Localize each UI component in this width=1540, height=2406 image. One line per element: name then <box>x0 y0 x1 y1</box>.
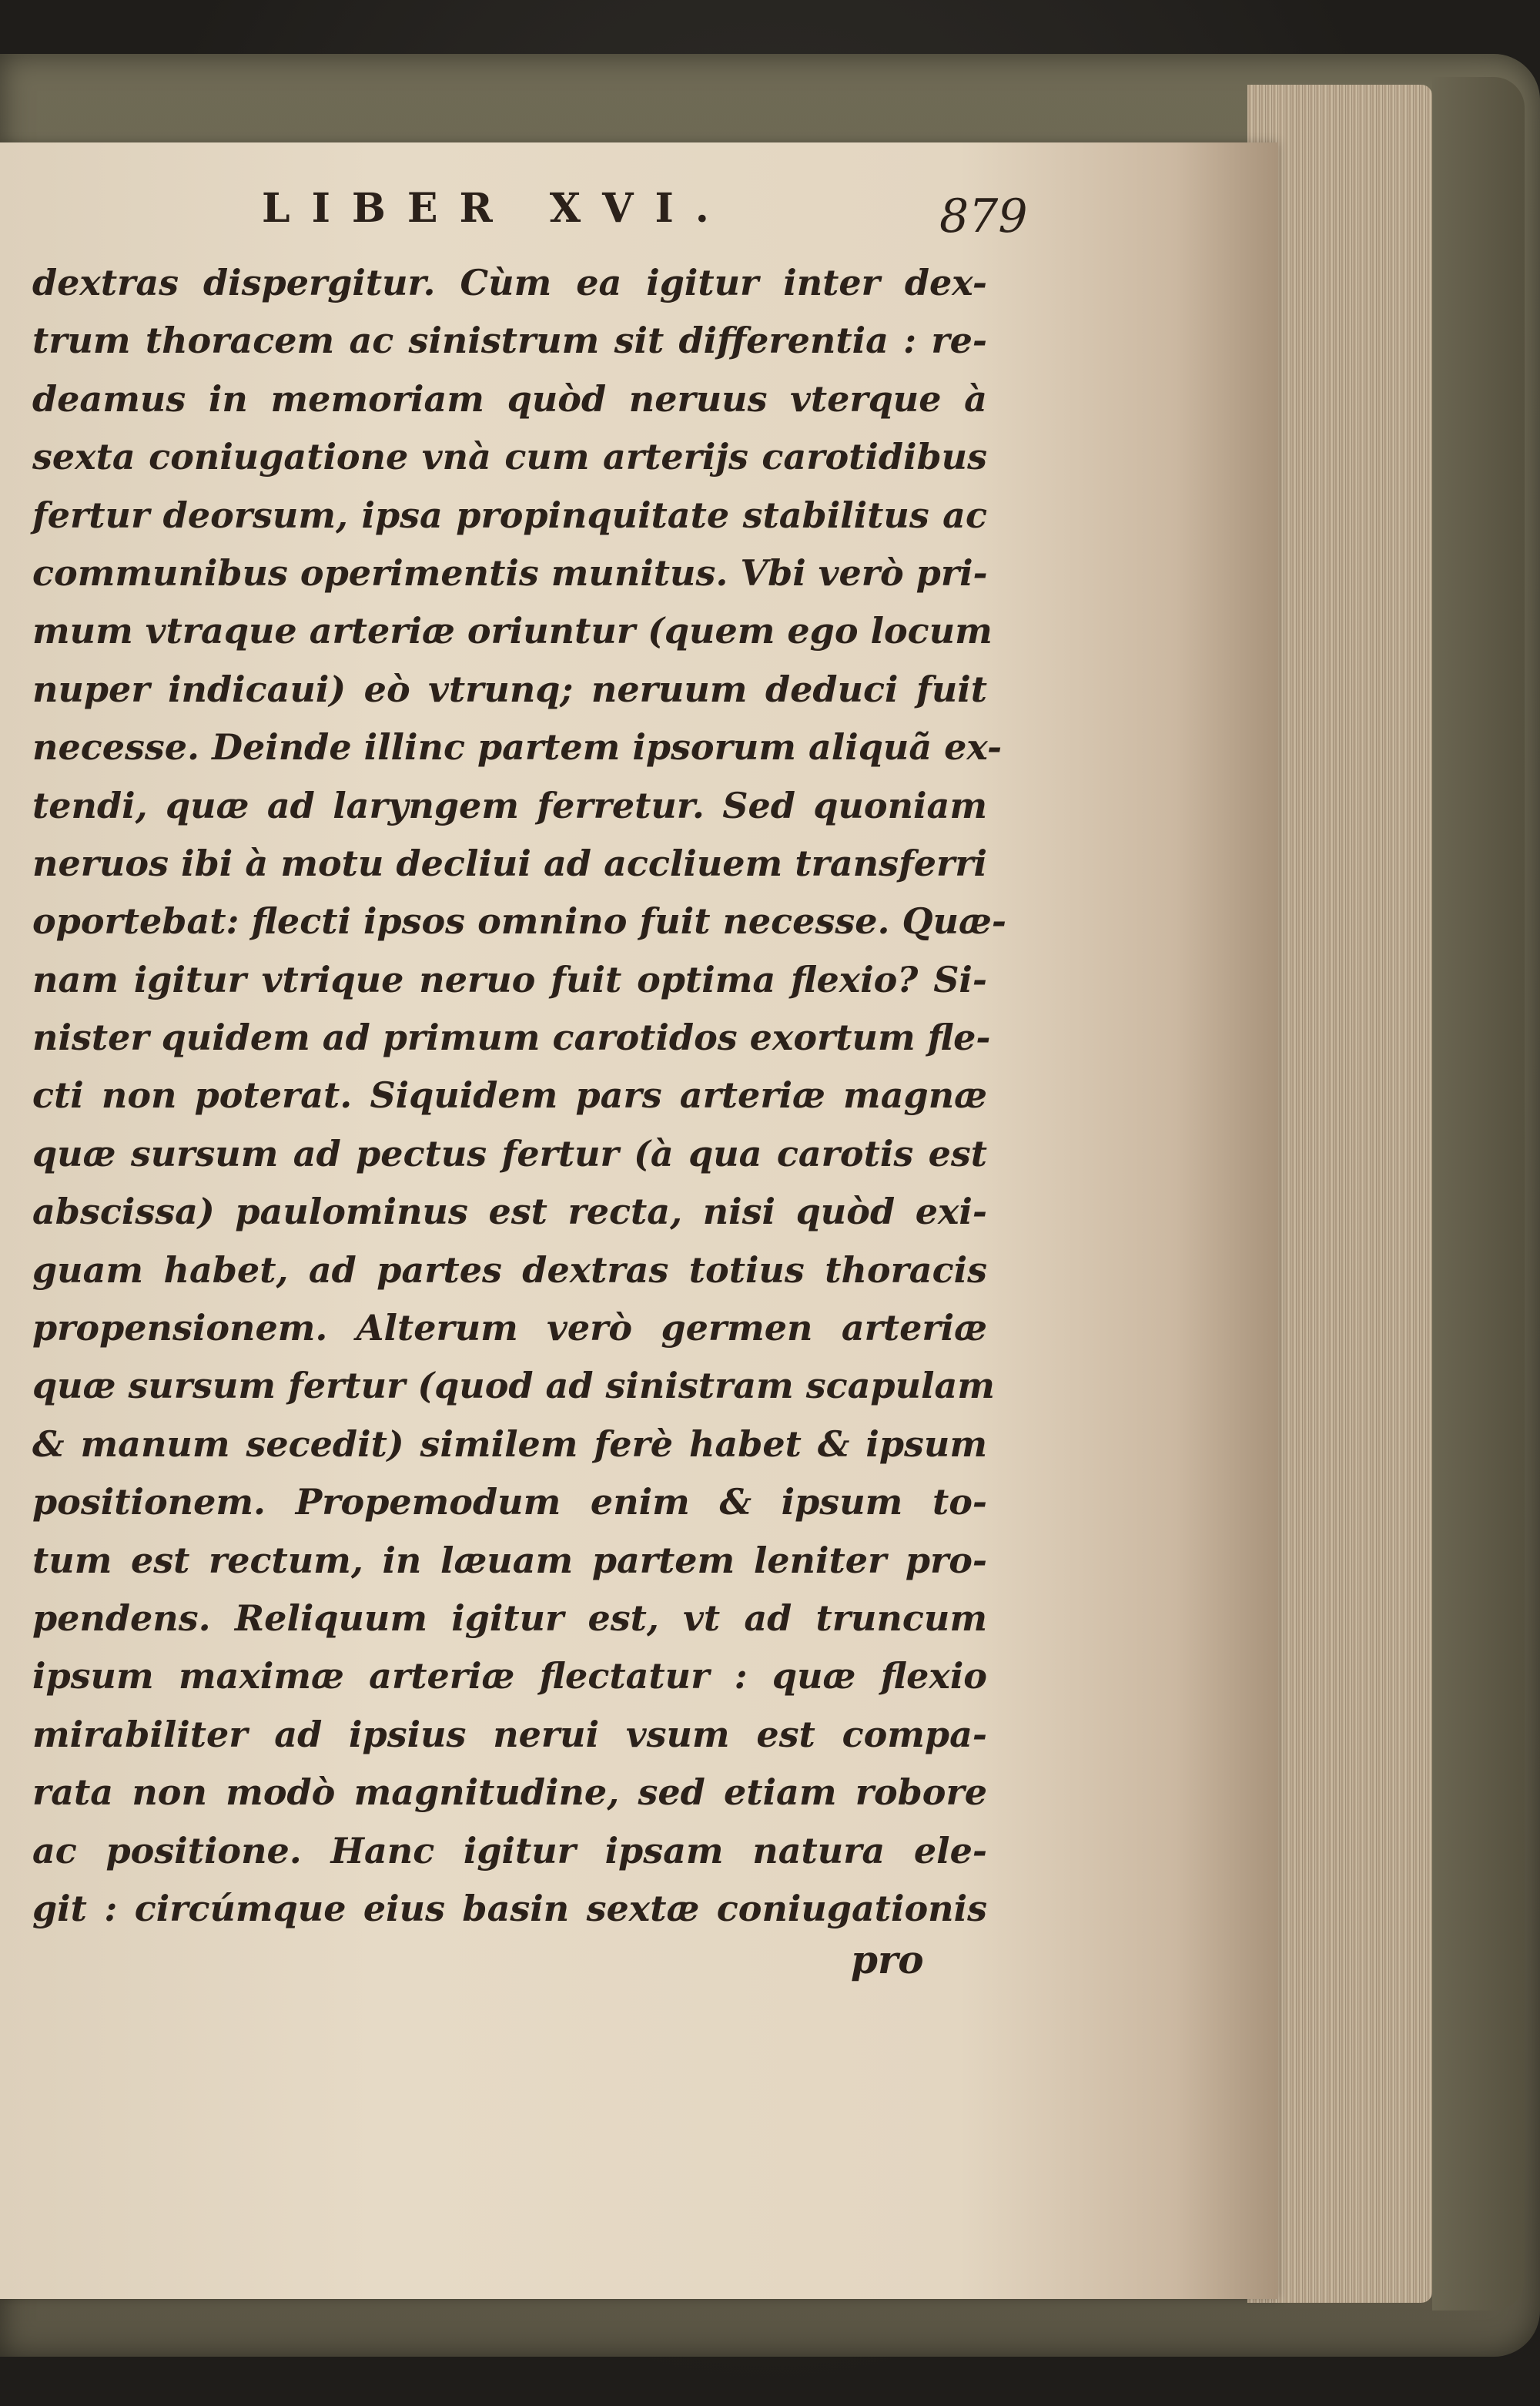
text-line: ac positione. Hanc igitur ipsam natura ele- <box>32 1829 987 1872</box>
page-number: 879 <box>939 189 1028 243</box>
text-line: neruos ibi à motu decliui ad accliuem transferri <box>32 842 987 884</box>
text-line: mum vtraque arteriæ oriuntur (quem ego locum <box>32 610 993 652</box>
text-line: nuper indicaui) eò vtrunq; neruum deduci fuit <box>32 668 987 710</box>
text-line: deamus in memoriam quòd neruus vterque à <box>32 377 987 420</box>
text-line: mirabiliter ad ipsius nerui vsum est compa- <box>32 1713 987 1755</box>
text-line: abscissa) paulominus est recta, nisi quòd exi- <box>32 1191 987 1233</box>
text-line: communibus operimentis munitus. Vbi verò pri- <box>32 551 988 594</box>
text-line: ipsum maximæ arteriæ flectatur : quæ flexio <box>32 1655 987 1697</box>
text-line: git : circúmque eius basin sextæ coniugationis <box>32 1887 987 1929</box>
text-line: pendens. Reliquum igitur est, vt ad truncum <box>32 1597 987 1639</box>
text-line: fertur deorsum, ipsa propinquitate stabilitus ac <box>32 494 987 536</box>
text-line: tum est rectum, in læuam partem leniter pro- <box>32 1539 987 1581</box>
text-line: quæ sursum ad pectus fertur (à qua carotis est <box>32 1132 987 1175</box>
text-line: trum thoracem ac sinistrum sit differentia : re- <box>32 320 987 362</box>
text-line: guam habet, ad partes dextras totius thoracis <box>32 1248 987 1291</box>
page-header <box>262 185 1032 246</box>
book-cover-edge <box>1432 77 1525 2310</box>
running-title: LIBER XVI. <box>262 185 731 232</box>
text-line: positionem. Propemodum enim & ipsum to- <box>32 1481 987 1523</box>
text-line: tendi, quæ ad laryngem ferretur. Sed quoniam <box>32 784 987 826</box>
text-line: nister quidem ad primum carotidos exortum fle- <box>32 1017 991 1059</box>
text-line: cti non poterat. Siquidem pars arteriæ magnæ <box>32 1074 987 1117</box>
text-line: dextras dispergitur. Cùm ea igitur inter dex- <box>32 262 987 303</box>
text-line: sexta coniugatione vnà cum arterijs carotidibus <box>32 436 987 478</box>
text-line: oportebat: flecti ipsos omnino fuit necesse. Quæ- <box>32 900 1006 943</box>
catchword: pro <box>851 1937 924 1982</box>
text-line: necesse. Deinde illinc partem ipsorum aliquã ex- <box>32 726 1003 769</box>
body-text <box>32 254 1006 1938</box>
text-line: nam igitur vtrique neruo fuit optima flexio? Si- <box>32 958 987 1000</box>
text-line: & manum secedit) similem ferè habet & ipsum <box>32 1422 987 1465</box>
text-line: quæ sursum fertur (quod ad sinistram scapulam <box>32 1365 995 1407</box>
text-line: propensionem. Alterum verò germen arteriæ <box>32 1307 987 1349</box>
text-line: rata non modò magnitudine, sed etiam robore <box>32 1771 987 1814</box>
